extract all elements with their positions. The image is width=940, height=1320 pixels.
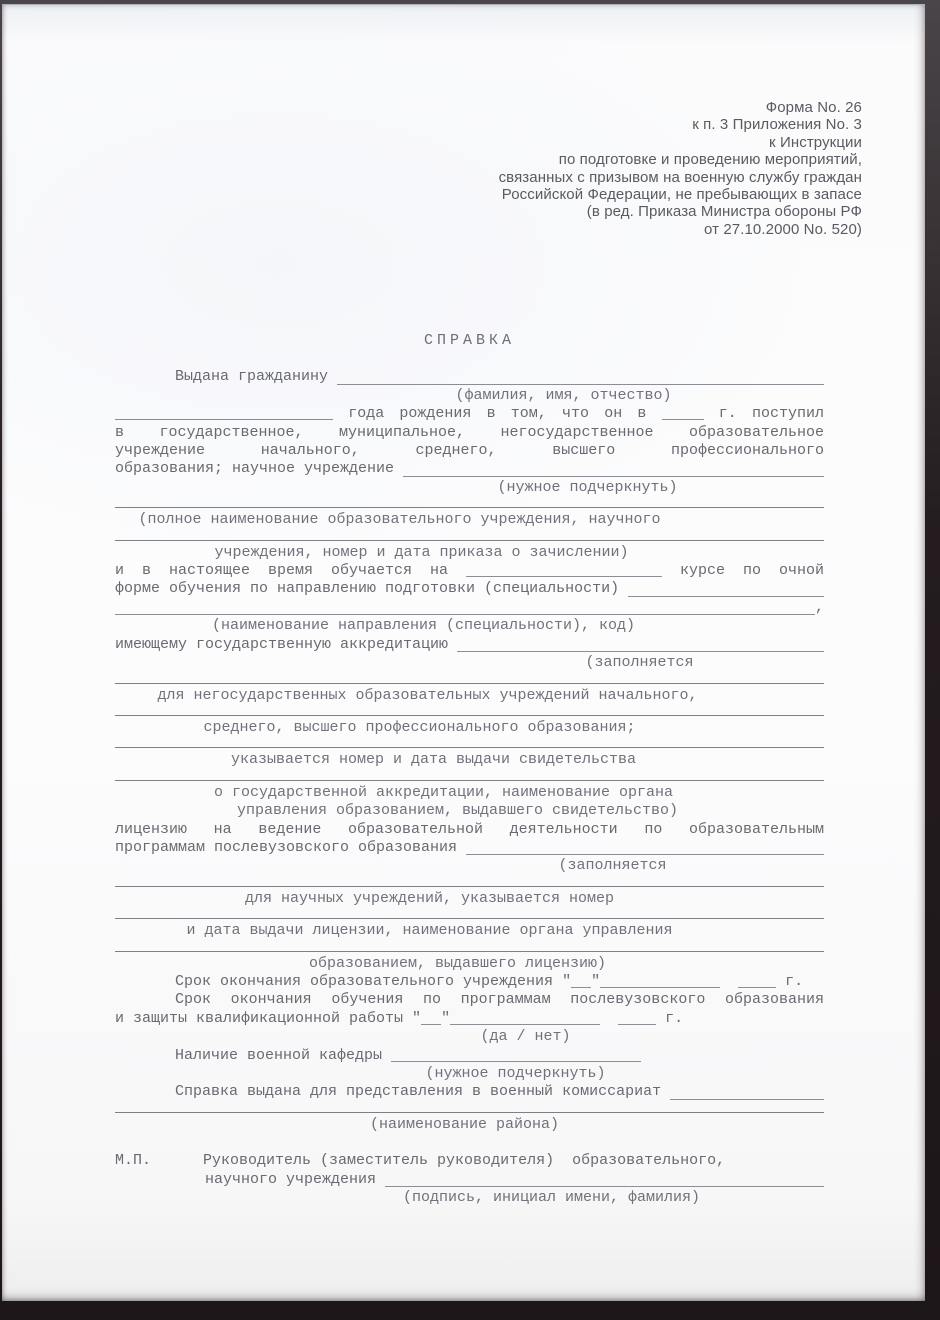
form-text: курсе по очной	[662, 562, 824, 580]
caption-label: (фамилия, имя, отчество)	[455, 386, 672, 404]
form-line	[115, 839, 824, 857]
caption-label: (наименование района)	[369, 1115, 560, 1133]
form-title: СПРАВКА	[423, 332, 515, 349]
form-line	[115, 1047, 824, 1065]
form-line	[115, 821, 824, 839]
form-line	[115, 1010, 824, 1028]
separator-rule	[115, 683, 824, 684]
form-line	[115, 405, 824, 423]
form-line	[115, 442, 824, 460]
blank-field	[450, 1022, 600, 1025]
caption-label: для научных учреждений, указывается номер	[244, 889, 615, 907]
form-line	[115, 599, 824, 617]
form-text: Выдана гражданину	[175, 368, 338, 386]
caption-label: и дата выдачи лицензии, наименование органа управления	[186, 922, 673, 940]
separator-rule	[115, 780, 824, 781]
form-text: М.П.	[115, 1152, 152, 1170]
separator-rule	[115, 540, 824, 541]
caption-label: (да / нет)	[480, 1028, 571, 1046]
form-text: Срок окончания образовательного учреждения "	[175, 972, 572, 990]
form-text: "	[441, 1009, 451, 1027]
blank-field	[571, 985, 591, 988]
blank-field	[115, 599, 815, 615]
blank-field	[466, 839, 824, 855]
blank-field	[391, 1059, 641, 1062]
blank-field	[421, 1022, 441, 1025]
form-lines	[115, 368, 824, 1207]
form-line	[115, 580, 824, 598]
blank-field	[385, 1171, 824, 1187]
caption-label: о государственной аккредитации, наименование органа	[213, 783, 674, 801]
form-text: г.	[776, 972, 804, 990]
blank-field	[670, 1083, 824, 1099]
scan-paper	[2, 4, 925, 1301]
separator-rule	[115, 507, 824, 508]
form-text: форме обучения по направлению подготовки (специальности)	[115, 580, 629, 598]
blank-field	[628, 580, 824, 596]
form-line	[115, 368, 824, 386]
blank-field	[466, 574, 662, 577]
form-line	[115, 991, 824, 1009]
header-line: от 27.10.2000 No. 520)	[703, 220, 862, 238]
form-text: научного учреждения	[205, 1170, 386, 1188]
separator-rule	[115, 715, 824, 716]
header-line: к п. 3 Приложения No. 3	[692, 116, 862, 134]
form-text: и защиты квалификационной работы "	[115, 1009, 422, 1027]
form-text: ,	[814, 598, 824, 616]
separator-rule	[115, 918, 824, 919]
spacer	[151, 1152, 203, 1170]
caption-label: управления образованием, выдавшего свидетельство)	[236, 802, 679, 820]
document-body	[115, 332, 824, 1207]
caption-label: (полное наименование образовательного учреждения, научного	[138, 511, 661, 529]
caption-label: (нужное подчеркнуть)	[425, 1065, 606, 1082]
form-text: учреждение начального, среднего, высшего профессионального	[115, 442, 824, 460]
form-text: г.	[656, 1009, 684, 1027]
header-line: (в ред. Приказа Министра обороны РФ	[586, 203, 862, 221]
form-text: и в настоящее время обучается на	[115, 562, 466, 580]
caption-label: образованием, выдавшего лицензию)	[308, 954, 607, 972]
form-line	[115, 424, 824, 442]
caption-label: (наименование направления (специальности), код)	[211, 617, 636, 635]
form-text	[600, 1010, 618, 1027]
blank-field	[600, 985, 720, 988]
form-line	[115, 562, 824, 580]
caption-label: учреждения, номер и дата приказа о зачислении)	[214, 543, 629, 561]
blank-field	[403, 460, 824, 476]
separator-rule	[115, 1112, 824, 1113]
separator-rule	[115, 747, 824, 748]
form-text: в государственное, муниципальное, негосударственное образовательное	[115, 423, 824, 441]
form-text: образования; научное учреждение	[115, 460, 404, 478]
blank-field	[115, 417, 333, 420]
form-text: программам послевузовского образования	[115, 838, 467, 856]
form-line	[115, 973, 824, 991]
form-text: Справка выдана для представления в военный комиссариат	[175, 1083, 671, 1101]
separator-rule	[115, 886, 824, 887]
caption-label: (подпись, инициал имени, фамилия)	[402, 1189, 701, 1207]
form-text: Срок окончания обучения по программам послевузовского образования	[175, 991, 824, 1009]
form-text	[720, 973, 738, 990]
header-line: связанных с призывом на военную службу граждан	[498, 168, 862, 186]
blank-field	[457, 636, 824, 652]
blank-field	[738, 985, 776, 988]
form-line	[115, 1171, 824, 1189]
header-line: Российской Федерации, не пребывающих в запасе	[501, 186, 862, 204]
separator-rule	[115, 951, 824, 952]
caption-label: указывается номер и дата выдачи свидетельства	[230, 751, 637, 769]
form-text: Руководитель (заместитель руководителя) образовательного,	[203, 1152, 726, 1170]
form-text: г. поступил	[703, 405, 824, 423]
caption-label: для негосударственных образовательных учреждений начального,	[157, 686, 698, 704]
spacer	[115, 1171, 205, 1189]
header-line: по подготовке и проведению мероприятий,	[558, 151, 862, 169]
form-header-block	[302, 99, 862, 238]
blank-field	[618, 1022, 656, 1025]
form-text: "	[591, 972, 601, 990]
form-line	[115, 636, 824, 654]
form-text: Наличие военной кафедры	[175, 1046, 392, 1064]
form-text: имеющему государственную аккредитацию	[115, 635, 458, 653]
form-text: лицензию на ведение образовательной деятельности по образовательным	[115, 820, 824, 838]
caption-label: среднего, высшего профессионального образования;	[203, 718, 636, 736]
caption-label: (заполняется	[558, 857, 667, 875]
caption-label: (нужное подчеркнуть)	[497, 478, 678, 496]
header-line: к Инструкции	[769, 133, 862, 151]
form-text: года рождения в том, что он в	[333, 405, 662, 423]
form-line	[115, 460, 824, 478]
caption-label: (заполняется	[585, 654, 694, 672]
form-line	[115, 1083, 824, 1101]
blank-field	[662, 417, 704, 420]
form-line	[115, 1152, 824, 1170]
header-line: Форма No. 26	[765, 99, 862, 116]
blank-field	[337, 368, 824, 384]
